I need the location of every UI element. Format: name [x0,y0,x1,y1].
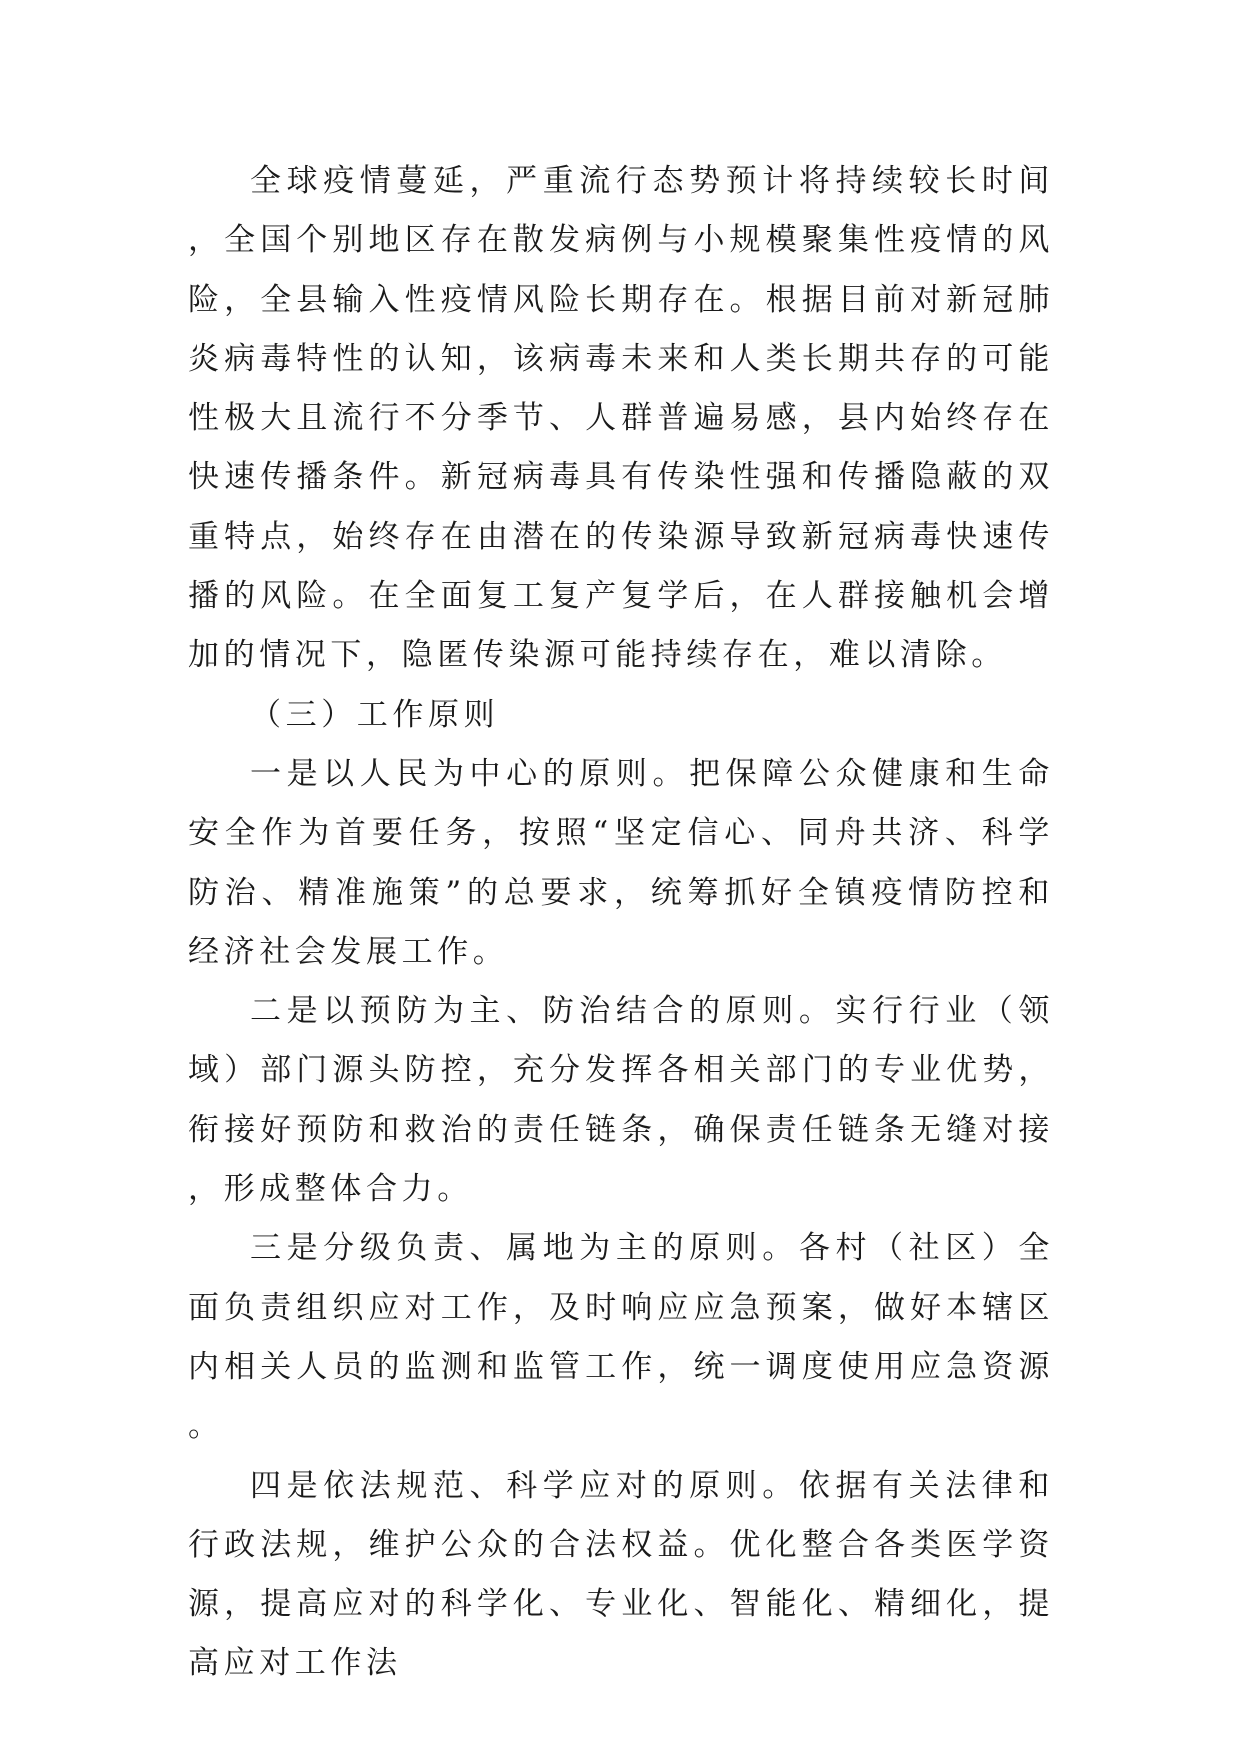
principle-paragraph-4: 四是依法规范、科学应对的原则。依据有关法律和行政法规，维护公众的合法权益。优化整合各类医学资源，提高应对的科学化、专业化、智能化、精细化，提高应对工作法 [188,1467,1054,1682]
section-heading-work-principles: （三）工作原则 [250,696,500,733]
principle-paragraph-1: 一是以人民为中心的原则。把保障公众健康和生命安全作为首要任务，按照“坚定信心、同舟共济、科学防治、精准施策”的总要求，统筹抓好全镇疫情防控和经济社会发展工作。 [188,755,1054,970]
paragraph-epidemic-situation: 全球疫情蔓延，严重流行态势预计将持续较长时间，全国个别地区存在散发病例与小规模聚集性疫情的风险，全县输入性疫情风险长期存在。根据目前对新冠肺炎病毒特性的认知，该病毒未来和人类长期共存的可能性极大且流行不分季节、人群普遍易感，县内始终存在快速传播条件。新冠病毒具有传染性强和传播隐蔽的双重特点，始终存在由潜在的传染源导致新冠病毒快速传播的风险。在全面复工复产复学后，在人群接触机会增加的情况下，隐匿传染源可能持续存在，难以清除。 [188,163,1054,674]
principle-paragraph-2: 二是以预防为主、防治结合的原则。实行行业（领域）部门源头防控，充分发挥各相关部门的专业优势，衔接好预防和救治的责任链条，确保责任链条无缝对接，形成整体合力。 [188,993,1054,1208]
document-body [188,152,1054,1694]
principle-paragraph-3: 三是分级负责、属地为主的原则。各村（社区）全面负责组织应对工作，及时响应应急预案，做好本辖区内相关人员的监测和监管工作，统一调度使用应急资源。 [188,1230,1054,1445]
